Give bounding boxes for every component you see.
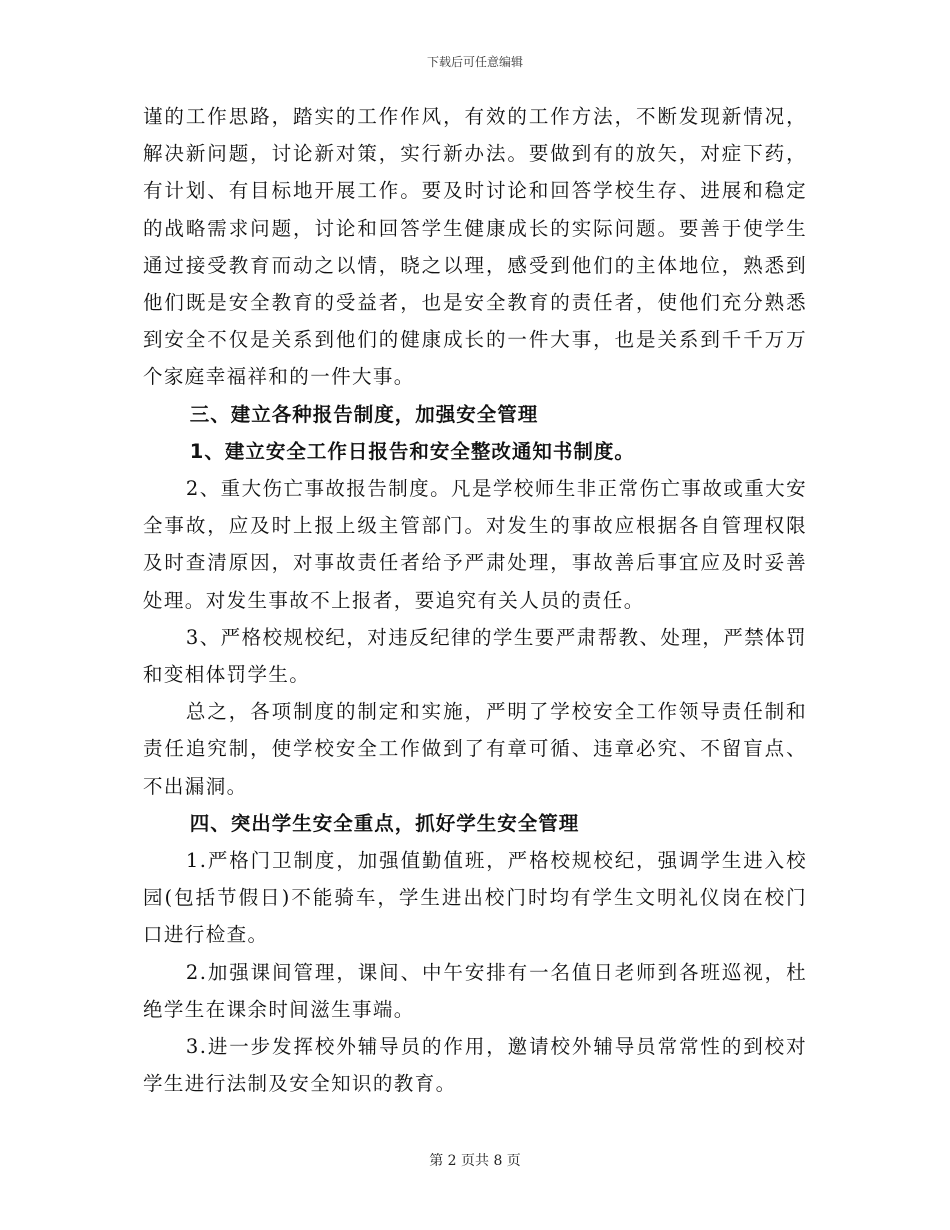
paragraph-continuation: 谨的工作思路，踏实的工作作风，有效的工作方法，不断发现新情况，解决新问题，讨论新对策，实行新办法。要做到有的放矢，对症下药，有计划、有目标地开展工作。要及时讨论和回答学校生存、进展和稳定的战略需求问题，讨论和回答学生健康成长的实际问题。要善于使学生通过接受教育而动之以情，晓之以理，感受到他们的主体地位，熟悉到他们既是安全教育的受益者，也是安全教育的责任者，使他们充分熟悉到安全不仅是关系到他们的健康成长的一件大事，也是关系到千千万万个家庭幸福祥和的一件大事。 [143,105,807,389]
page-header: 下载后可任意编辑 [426,55,523,69]
document-body [143,98,807,1102]
paragraph-summary: 总之，各项制度的制定和实施，严明了学校安全工作领导责任制和责任追究制，使学校安全工作做到了有章可循、违章必究、不留盲点、不出漏洞。 [143,700,807,798]
subheading-report-system: 1、建立安全工作日报告和安全整改通知书制度。 [189,439,635,463]
paragraph-accident-report: 2、重大伤亡事故报告制度。凡是学校师生非正常伤亡事故或重大安全事故，应及时上报上级主管部门。对发生的事故应根据各自管理权限及时查清原因，对事故责任者给予严肃处理，事故善后事宜应及时妥善处理。对发生事故不上报者，要追究有关人员的责任。 [143,477,807,612]
paragraph-external-counselor: 3.进一步发挥校外辅导员的作用，邀请校外辅导员常常性的到校对学生进行法制及安全知识的教育。 [143,1035,807,1096]
page-footer: 第 2 页共 8 页 [429,1153,521,1169]
paragraph-break-management: 2.加强课间管理，课间、中午安排有一名值日老师到各班巡视，杜绝学生在课余时间滋生事端。 [143,960,807,1021]
section-heading-four: 四、突出学生安全重点，抓好学生安全管理 [189,811,580,835]
paragraph-school-discipline: 3、严格校规校纪，对违反纪律的学生要严肃帮教、处理，严禁体罚和变相体罚学生。 [143,625,807,687]
paragraph-gate-system: 1.严格门卫制度，加强值勤值班，严格校规校纪，强调学生进入校园(包括节假日)不能骑车，学生进出校门时均有学生文明礼仪岗在校门口进行检查。 [143,849,807,947]
section-heading-three: 三、建立各种报告制度，加强安全管理 [189,402,539,426]
